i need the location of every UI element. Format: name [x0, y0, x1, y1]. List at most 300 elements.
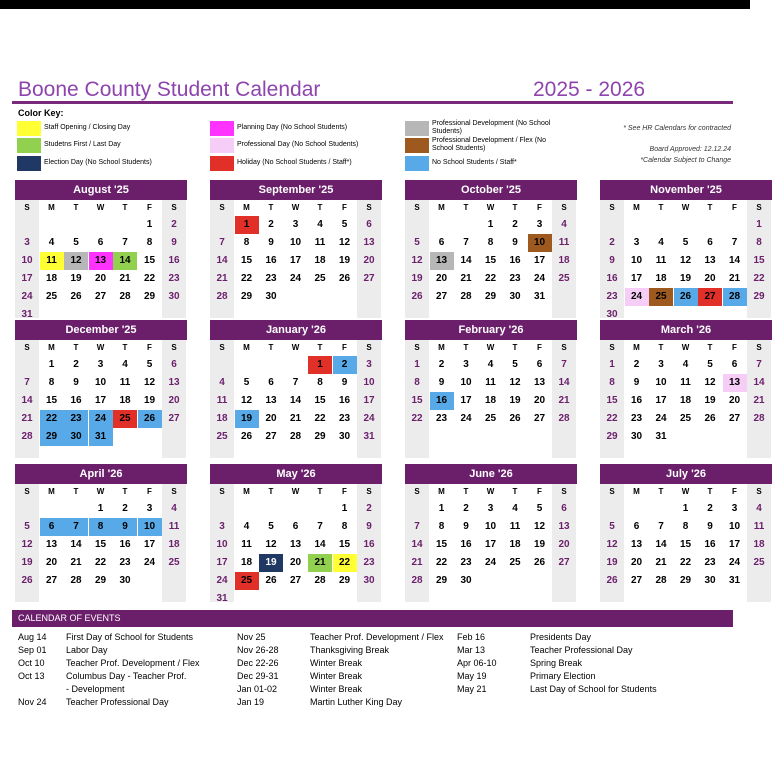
- day-cell: 24: [655, 413, 667, 424]
- day-cell: 12: [240, 395, 253, 406]
- day-cell: 7: [658, 521, 664, 532]
- day-cell: 16: [168, 255, 180, 266]
- day-cell: 8: [317, 377, 323, 388]
- day-cell: 19: [411, 273, 423, 284]
- day-cell: 11: [119, 377, 131, 388]
- weekday-header: T: [268, 487, 274, 496]
- day-cell: 10: [94, 377, 107, 388]
- day-cell: 23: [168, 273, 180, 284]
- day-cell: 4: [48, 237, 55, 248]
- day-cell: 21: [460, 273, 472, 284]
- day-cell: 4: [317, 219, 323, 230]
- month-days: [600, 340, 772, 458]
- day-cell: 17: [460, 395, 472, 406]
- day-cell: 20: [728, 395, 741, 406]
- key-label: Holiday (No School Students / Staff*): [237, 159, 352, 166]
- day-cell: 22: [314, 413, 326, 424]
- weekday-header: T: [658, 203, 664, 212]
- day-cell: 7: [64, 518, 88, 536]
- event-date: Aug 14: [18, 632, 47, 642]
- weekday-header: S: [366, 203, 372, 212]
- weekday-header: S: [366, 487, 372, 496]
- day-cell: 3: [658, 359, 664, 370]
- day-cell: 22: [484, 273, 497, 284]
- day-cell: 17: [630, 273, 643, 284]
- day-cell: 18: [558, 255, 570, 266]
- day-cell: 2: [268, 219, 274, 230]
- weekday-header: M: [438, 487, 445, 496]
- month-6: [210, 320, 382, 458]
- day-cell: 24: [289, 273, 302, 284]
- day-cell: 4: [512, 503, 518, 514]
- day-cell: 11: [655, 255, 667, 266]
- day-cell: 25: [753, 557, 765, 568]
- day-cell: 15: [314, 395, 326, 406]
- day-cell: 2: [512, 219, 518, 230]
- weekday-header: T: [463, 343, 469, 352]
- month-2: [210, 180, 382, 318]
- day-cell: 26: [21, 575, 33, 586]
- day-cell: 30: [265, 291, 277, 302]
- event-date: Sep 01: [18, 645, 47, 655]
- day-cell: 21: [728, 273, 741, 284]
- weekday-header: F: [342, 343, 347, 352]
- day-cell: 16: [460, 539, 472, 550]
- day-cell: 7: [561, 359, 567, 370]
- month-title: November '25: [600, 180, 772, 200]
- day-cell: 10: [484, 521, 497, 532]
- weekday-header: T: [707, 203, 713, 212]
- month-title: March '26: [600, 320, 772, 340]
- weekday-header: S: [219, 343, 225, 352]
- day-cell: 13: [265, 395, 277, 406]
- month-days: [15, 200, 187, 318]
- day-cell: 14: [558, 377, 570, 388]
- day-cell: 3: [633, 237, 640, 248]
- day-cell: 1: [146, 219, 153, 230]
- day-cell: 25: [216, 431, 228, 442]
- day-cell: 23: [64, 410, 88, 428]
- weekday-header: M: [243, 203, 250, 212]
- day-cell: 7: [122, 237, 128, 248]
- day-cell: 23: [265, 273, 277, 284]
- weekday-header: T: [73, 203, 79, 212]
- day-cell: 4: [756, 503, 762, 514]
- key-swatch: [17, 138, 41, 153]
- event-date: Nov 24: [18, 697, 47, 707]
- day-cell: 11: [753, 521, 765, 532]
- event-text: Primary Election: [530, 671, 596, 681]
- day-cell: 14: [113, 252, 137, 270]
- key-swatch: [405, 156, 429, 171]
- event-text: Winter Break: [310, 671, 363, 681]
- month-9: [15, 464, 187, 602]
- day-cell: 30: [168, 291, 180, 302]
- event-date: Oct 13: [18, 671, 45, 681]
- month-4: [600, 180, 772, 318]
- day-cell: 5: [536, 503, 543, 514]
- day-cell: 4: [682, 359, 689, 370]
- day-cell: 9: [268, 237, 274, 248]
- day-cell: 6: [97, 237, 104, 248]
- key-label: Planning Day (No School Students): [237, 124, 348, 131]
- day-cell: 13: [89, 252, 113, 270]
- day-cell: 14: [655, 539, 667, 550]
- day-cell: 1: [609, 359, 615, 370]
- day-cell: 15: [484, 255, 497, 266]
- day-cell: 11: [509, 521, 521, 532]
- day-cell: 4: [243, 521, 250, 532]
- day-cell: 26: [674, 288, 698, 306]
- day-cell: 19: [338, 255, 351, 266]
- day-cell: 9: [438, 377, 445, 388]
- weekday-header: M: [243, 343, 250, 352]
- day-cell: 5: [73, 237, 79, 248]
- day-cell: 10: [728, 521, 741, 532]
- day-cell: 4: [171, 503, 177, 514]
- day-cell: 26: [338, 273, 351, 284]
- day-cell: 15: [753, 255, 765, 266]
- day-cell: 10: [21, 255, 33, 266]
- month-days: [210, 484, 382, 602]
- day-cell: 30: [509, 291, 521, 302]
- weekday-header: W: [291, 487, 300, 496]
- day-cell: 27: [94, 291, 107, 302]
- day-cell: 6: [366, 219, 372, 230]
- events-header: CALENDAR OF EVENTS: [12, 610, 733, 627]
- day-cell: 10: [630, 255, 643, 266]
- day-cell: 21: [753, 395, 765, 406]
- day-cell: 8: [243, 237, 250, 248]
- day-cell: 22: [240, 273, 253, 284]
- day-cell: 20: [630, 557, 643, 568]
- event-text: Teacher Professional Day: [66, 697, 169, 707]
- day-cell: 21: [70, 557, 82, 568]
- day-cell: 28: [753, 413, 765, 424]
- weekday-header: F: [147, 343, 152, 352]
- day-cell: 26: [411, 291, 423, 302]
- day-cell: 13: [704, 255, 716, 266]
- day-cell: 11: [485, 377, 496, 388]
- event-date: Nov 26-28: [237, 645, 279, 655]
- event-text: Presidents Day: [530, 632, 592, 642]
- day-cell: 18: [679, 395, 692, 406]
- weekday-header: S: [171, 487, 177, 496]
- weekday-header: T: [122, 203, 128, 212]
- day-cell: 14: [460, 255, 472, 266]
- month-days: [405, 200, 577, 318]
- top-bar: [0, 0, 750, 9]
- month-8: [600, 320, 772, 458]
- school-year: 2025 - 2026: [533, 78, 646, 101]
- weekday-header: M: [48, 203, 55, 212]
- day-cell: 5: [268, 521, 274, 532]
- day-cell: 15: [411, 395, 423, 406]
- day-cell: 30: [338, 431, 351, 442]
- day-cell: 27: [435, 291, 448, 302]
- day-cell: 11: [241, 539, 252, 550]
- day-cell: 11: [558, 237, 570, 248]
- event-text: Last Day of School for Students: [530, 684, 657, 694]
- day-cell: 19: [143, 395, 156, 406]
- day-cell: 7: [24, 377, 30, 388]
- day-cell: 13: [168, 377, 180, 388]
- month-title: April '26: [15, 464, 187, 484]
- day-cell: 12: [143, 377, 156, 388]
- day-cell: 26: [70, 291, 82, 302]
- day-cell: 10: [138, 518, 162, 536]
- day-cell: 16: [606, 273, 618, 284]
- month-7: [405, 320, 577, 458]
- day-cell: 31: [89, 428, 113, 446]
- weekday-header: W: [96, 487, 105, 496]
- weekday-header: W: [96, 343, 105, 352]
- day-cell: 29: [338, 575, 351, 586]
- day-cell: 22: [679, 557, 692, 568]
- day-cell: 7: [463, 237, 469, 248]
- event-text: Spring Break: [530, 658, 583, 668]
- weekday-header: T: [317, 203, 323, 212]
- day-cell: 25: [558, 273, 570, 284]
- month-days: [210, 340, 382, 458]
- day-cell: 8: [487, 237, 494, 248]
- day-cell: 24: [216, 575, 228, 586]
- weekday-header: S: [561, 343, 567, 352]
- day-cell: 2: [122, 503, 128, 514]
- day-cell: 27: [168, 413, 180, 424]
- day-cell: 8: [89, 518, 113, 536]
- day-cell: 22: [411, 413, 423, 424]
- key-label: Professional Development / Flex (No School Students): [432, 137, 546, 152]
- day-cell: 9: [73, 377, 79, 388]
- weekday-header: M: [633, 203, 640, 212]
- day-cell: 1: [235, 216, 259, 234]
- day-cell: 2: [333, 356, 357, 374]
- day-cell: 30: [460, 575, 472, 586]
- day-cell: 6: [40, 518, 64, 536]
- events-list: [12, 627, 733, 707]
- day-cell: 29: [435, 575, 448, 586]
- weekday-header: T: [317, 487, 323, 496]
- day-cell: 28: [119, 291, 131, 302]
- day-cell: 21: [411, 557, 423, 568]
- month-title: August '25: [15, 180, 187, 200]
- day-cell: 25: [45, 291, 58, 302]
- month-days: [600, 484, 772, 602]
- day-cell: 15: [679, 539, 692, 550]
- day-cell: 18: [484, 395, 497, 406]
- day-cell: 19: [509, 395, 521, 406]
- day-cell: 3: [24, 237, 30, 248]
- event-text: Martin Luther King Day: [310, 697, 403, 707]
- day-cell: 3: [146, 503, 153, 514]
- day-cell: 26: [509, 413, 521, 424]
- day-cell: 28: [216, 291, 228, 302]
- day-cell: 29: [143, 291, 156, 302]
- day-cell: 13: [45, 539, 58, 550]
- day-cell: 31: [216, 593, 228, 604]
- day-cell: 30: [630, 431, 643, 442]
- day-cell: 11: [680, 377, 691, 388]
- weekday-header: T: [317, 343, 323, 352]
- day-cell: 17: [728, 539, 741, 550]
- day-cell: 12: [338, 237, 351, 248]
- day-cell: 19: [21, 557, 33, 568]
- day-cell: 12: [679, 255, 692, 266]
- day-cell: 25: [679, 413, 692, 424]
- day-cell: 23: [363, 557, 375, 568]
- day-cell: 20: [558, 539, 570, 550]
- day-cell: 2: [707, 503, 713, 514]
- day-cell: 6: [707, 237, 713, 248]
- day-cell: 13: [363, 237, 375, 248]
- month-title: January '26: [210, 320, 382, 340]
- event-date: May 19: [457, 671, 487, 681]
- weekday-header: T: [122, 343, 128, 352]
- day-cell: 8: [682, 521, 689, 532]
- day-cell: 6: [633, 521, 640, 532]
- event-date: Oct 10: [18, 658, 45, 668]
- day-cell: 30: [606, 309, 618, 320]
- day-cell: 18: [655, 273, 667, 284]
- weekday-header: T: [512, 203, 518, 212]
- day-cell: 20: [363, 255, 375, 266]
- month-days: [405, 484, 577, 602]
- day-cell: 20: [704, 273, 716, 284]
- day-cell: 28: [460, 291, 472, 302]
- day-cell: 15: [435, 539, 448, 550]
- day-cell: 19: [704, 395, 716, 406]
- day-cell: 22: [40, 410, 64, 428]
- day-cell: 16: [338, 395, 351, 406]
- day-cell: 3: [97, 359, 104, 370]
- day-cell: 8: [341, 521, 348, 532]
- day-cell: 19: [70, 273, 82, 284]
- day-cell: 24: [533, 273, 546, 284]
- day-cell: 20: [45, 557, 58, 568]
- day-cell: 16: [430, 392, 454, 410]
- day-cell: 20: [435, 273, 448, 284]
- day-cell: 10: [528, 234, 552, 252]
- day-cell: 22: [94, 557, 107, 568]
- month-title: October '25: [405, 180, 577, 200]
- day-cell: 28: [558, 413, 570, 424]
- weekday-header: T: [707, 343, 713, 352]
- weekday-header: M: [633, 343, 640, 352]
- weekday-header: S: [414, 487, 420, 496]
- day-cell: 5: [414, 237, 420, 248]
- day-cell: 23: [509, 273, 521, 284]
- day-cell: 24: [143, 557, 156, 568]
- day-cell: 2: [633, 359, 640, 370]
- day-cell: 14: [289, 395, 302, 406]
- day-cell: 14: [728, 255, 741, 266]
- weekday-header: S: [609, 487, 615, 496]
- weekday-header: T: [268, 343, 274, 352]
- day-cell: 30: [119, 575, 131, 586]
- day-cell: 4: [219, 377, 225, 388]
- day-cell: 15: [45, 395, 58, 406]
- day-cell: 9: [366, 521, 372, 532]
- event-date: Nov 25: [237, 632, 266, 642]
- day-cell: 16: [70, 395, 82, 406]
- day-cell: 28: [314, 575, 326, 586]
- day-cell: 2: [366, 503, 372, 514]
- day-cell: 20: [533, 395, 546, 406]
- day-cell: 27: [45, 575, 58, 586]
- day-cell: 6: [438, 237, 445, 248]
- month-days: [405, 340, 577, 458]
- day-cell: 9: [633, 377, 640, 388]
- weekday-header: M: [438, 203, 445, 212]
- day-cell: 31: [363, 431, 375, 442]
- day-cell: 3: [463, 359, 469, 370]
- weekday-header: W: [486, 343, 495, 352]
- day-cell: 21: [216, 273, 228, 284]
- day-cell: 5: [243, 377, 250, 388]
- weekday-header: T: [463, 487, 469, 496]
- month-days: [15, 340, 187, 458]
- day-cell: 26: [265, 575, 277, 586]
- day-cell: 2: [438, 359, 445, 370]
- weekday-header: T: [463, 203, 469, 212]
- weekday-header: W: [681, 487, 690, 496]
- day-cell: 29: [679, 575, 692, 586]
- day-cell: 20: [94, 273, 107, 284]
- day-cell: 26: [138, 410, 162, 428]
- day-cell: 22: [143, 273, 156, 284]
- day-cell: 7: [756, 359, 762, 370]
- day-cell: 25: [649, 288, 673, 306]
- day-cell: 8: [48, 377, 55, 388]
- day-cell: 9: [113, 518, 137, 536]
- day-cell: 7: [219, 237, 225, 248]
- day-cell: 9: [341, 377, 348, 388]
- weekday-header: T: [73, 487, 79, 496]
- day-cell: 21: [21, 413, 33, 424]
- day-cell: 4: [561, 219, 567, 230]
- day-cell: 14: [216, 255, 228, 266]
- day-cell: 29: [606, 431, 618, 442]
- day-cell: 18: [119, 395, 131, 406]
- weekday-header: F: [732, 203, 737, 212]
- day-cell: 8: [414, 377, 420, 388]
- day-cell: 22: [606, 413, 618, 424]
- key-swatch: [405, 121, 429, 136]
- weekday-header: S: [219, 487, 225, 496]
- day-cell: 16: [704, 539, 716, 550]
- day-cell: 13: [630, 539, 643, 550]
- weekday-header: W: [681, 203, 690, 212]
- day-cell: 10: [216, 539, 228, 550]
- event-date: Jan 19: [237, 697, 265, 707]
- weekday-header: M: [438, 343, 445, 352]
- key-label: Studetns First / Last Day: [44, 141, 121, 148]
- event-date: Apr 06-10: [457, 658, 497, 668]
- day-cell: 24: [728, 557, 741, 568]
- day-cell: 7: [414, 521, 420, 532]
- day-cell: 5: [682, 237, 689, 248]
- day-cell: 14: [70, 539, 82, 550]
- event-text: Thanksgiving Break: [310, 645, 390, 655]
- day-cell: 22: [435, 557, 448, 568]
- day-cell: 31: [655, 431, 667, 442]
- day-cell: 30: [64, 428, 88, 446]
- calendar-of-events: [12, 610, 733, 707]
- day-cell: 5: [24, 521, 30, 532]
- event-text: Winter Break: [310, 684, 363, 694]
- key-swatch: [210, 121, 234, 136]
